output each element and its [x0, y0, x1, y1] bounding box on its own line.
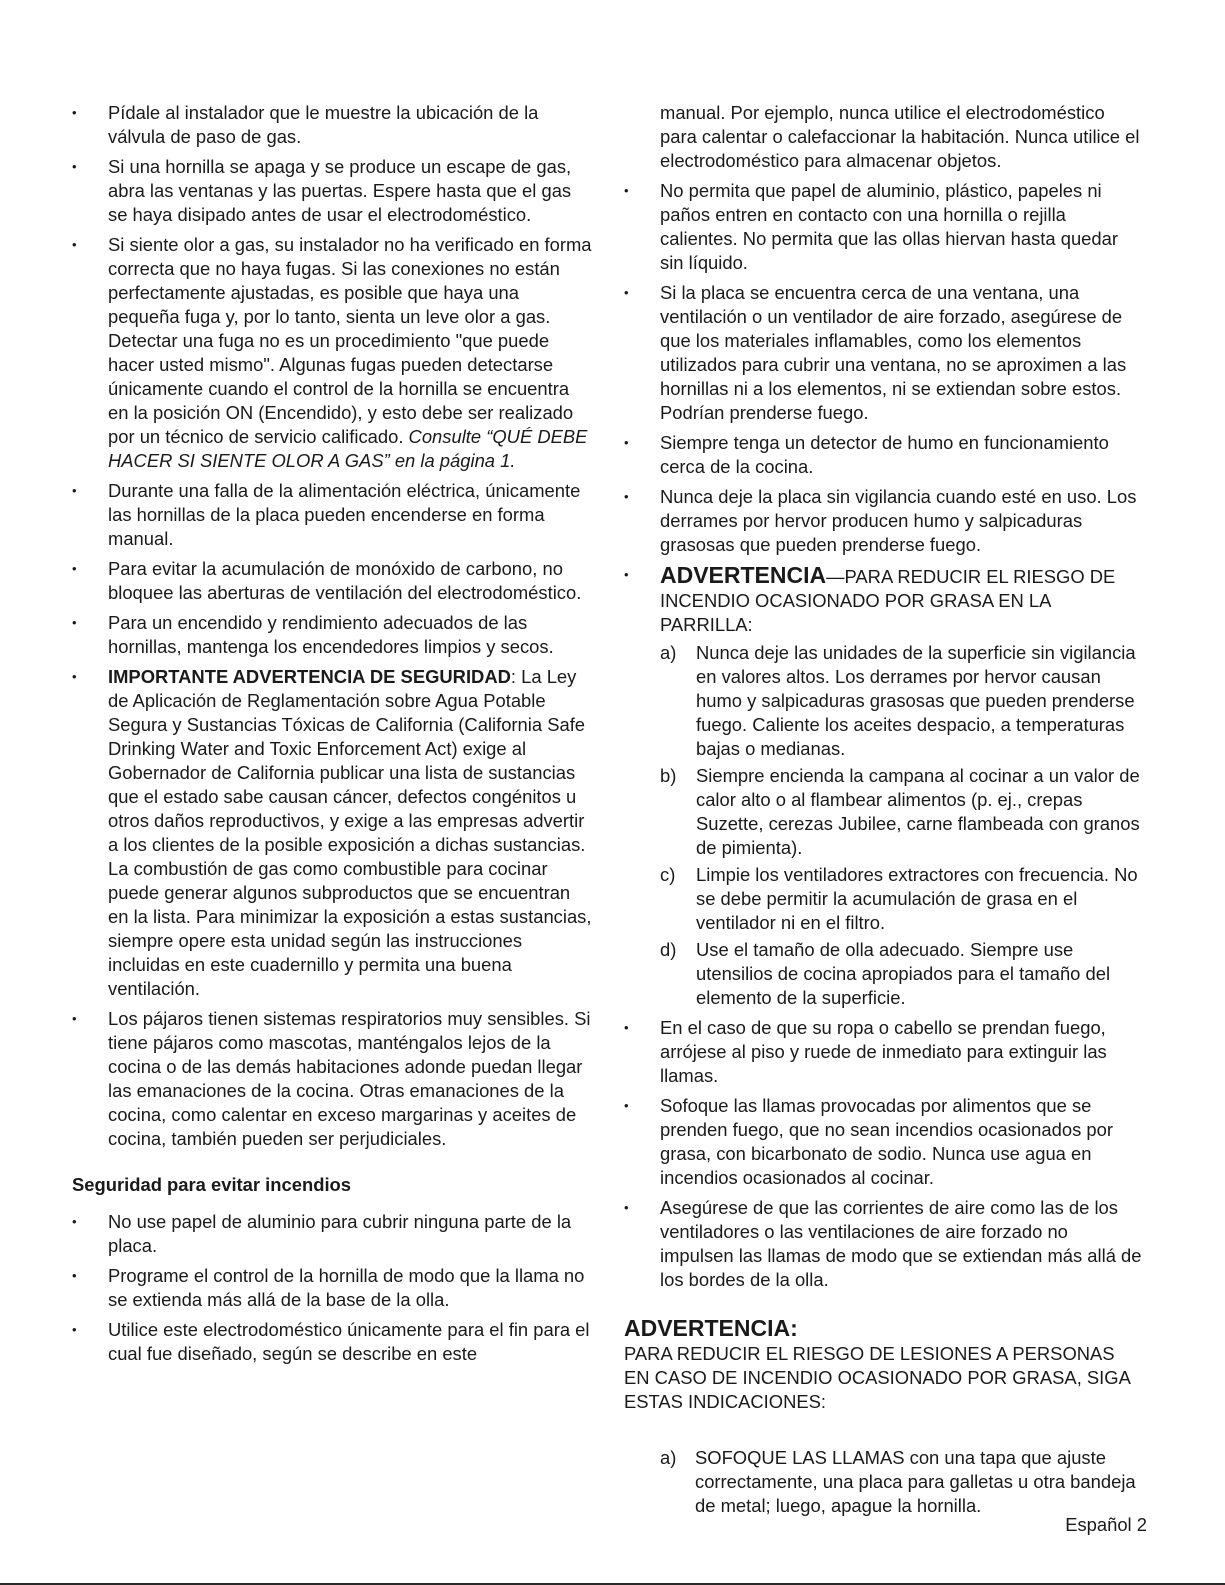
bullet-list — [624, 179, 1144, 1292]
sublist-label: a) — [660, 642, 677, 663]
list-item: • Los pájaros tienen sistemas respiratorios muy sensibles. Si tiene pájaros como mascotas, manténgalos lejos de la cocina o de las demás habitaciones adonde puedan llegar las emanaciones de la cocina. Otras emanaciones de la cocina, como calentar en exceso margarinas y aceites de cocina, también pueden ser perjudiciales. — [72, 1007, 592, 1151]
gas-smell-text: Si siente olor a gas, su instalador no ha verificado en forma correcta que no haya fugas. Si las conexiones no están perfectamente ajustadas, es posible que haya una pequeña fuga y, por lo tanto, sienta un leve olor a gas. Detectar una fuga no es un procedimiento "que puede hacer usted mismo". Algunas fugas pueden detectarse únicamente cuando el control de la hornilla se encuentra en la posición ON (Encendido), y esto debe ser realizado por un técnico de servicio calificado. — [108, 234, 592, 447]
sublist-item — [660, 863, 1144, 935]
list-item: • Siempre tenga un detector de humo en funcionamiento cerca de la cocina. — [624, 431, 1144, 479]
sublist-text: Limpie los ventiladores extractores con frecuencia. No se debe permitir la acumulación de grasa en el ventilador ni en el filtro. — [696, 864, 1138, 933]
sublist-label: d) — [660, 939, 677, 960]
continued-text: manual. Por ejemplo, nunca utilice el electrodoméstico para calentar o calefaccionar la habitación. Nunca utilice el electrodoméstico para almacenar objetos. — [660, 102, 1140, 171]
warning-sublist — [624, 1446, 1144, 1518]
sublist-label: b) — [660, 765, 677, 786]
fire-safety-list — [72, 1210, 592, 1366]
list-item: • Si una hornilla se apaga y se produce un escape de gas, abra las ventanas y las puertas. Espere hasta que el gas se haya disipado antes de usar el electrodoméstico. — [72, 155, 592, 227]
warning-sublist — [660, 641, 1144, 1010]
sublist-text: Siempre encienda la campana al cocinar a un valor de calor alto o al flambear alimentos (p. ej., crepas Suzette, cerezas Jubilee, carne flambeada con granos de pimienta). — [696, 765, 1140, 858]
list-item: • Para evitar la acumulación de monóxido de carbono, no bloquee las aberturas de ventilación del electrodoméstico. — [72, 557, 592, 605]
sublist-item — [660, 764, 1144, 860]
sublist-label: c) — [660, 864, 676, 885]
sublist-item — [624, 1446, 1144, 1518]
bullet-list — [72, 101, 592, 1151]
page-number: Español 2 — [1065, 1514, 1147, 1535]
list-item: • En el caso de que su ropa o cabello se prendan fuego, arrójese al piso y ruede de inmediato para extinguir las llamas. — [624, 1016, 1144, 1088]
important-warning-label: IMPORTANTE ADVERTENCIA DE SEGURIDAD — [108, 666, 511, 687]
gas-smell-reference: Consulte “QUÉ DEBE HACER SI SIENTE OLOR A GAS” en la página 1. — [108, 426, 588, 471]
list-item: • Sofoque las llamas provocadas por alimentos que se prenden fuego, que no sean incendios ocasionados por grasa, con bicarbonato de sodio. Nunca use agua en incendios ocasionados al cocinar. — [624, 1094, 1144, 1190]
sublist-text: SOFOQUE LAS LLAMAS con una tapa que ajuste correctamente, una placa para galletas u otra bandeja de metal; luego, apague la hornilla. — [695, 1447, 1136, 1516]
list-item: • Para un encendido y rendimiento adecuados de las hornillas, mantenga los encendedores limpios y secos. — [72, 611, 592, 659]
grease-fire-warning — [624, 563, 1144, 1010]
warning-label: ADVERTENCIA — [660, 562, 827, 588]
list-item: • No permita que papel de aluminio, plástico, papeles ni paños entren en contacto con una hornilla o rejilla calientes. No permita que las ollas hiervan hasta quedar sin líquido. — [624, 179, 1144, 275]
sublist-item — [660, 641, 1144, 761]
important-warning-text-2: La combustión de gas como combustible para cocinar puede generar algunos subproductos que se encuentran en la lista. Para minimizar la exposición a estas sustancias, siempre opere esta unidad según las instrucciones incluidas en este cuadernillo y permita una buena ventilación. — [108, 858, 592, 999]
list-item: • No use papel de aluminio para cubrir ninguna parte de la placa. — [72, 1210, 592, 1258]
warning-subtitle: PARA REDUCIR EL RIESGO DE LESIONES A PERSONAS EN CASO DE INCENDIO OCASIONADO POR GRASA, SIGA ESTAS INDICACIONES: — [624, 1343, 1130, 1412]
list-item: • Utilice este electrodoméstico únicamente para el fin para el cual fue diseñado, según se describe en este — [72, 1318, 592, 1366]
section-heading: Seguridad para evitar incendios — [72, 1174, 352, 1195]
warning-title: ADVERTENCIA: — [624, 1315, 798, 1341]
list-item: • Si la placa se encuentra cerca de una ventana, una ventilación o un ventilador de aire forzado, asegúrese de que los materiales inflamables, como los elementos utilizados para cubrir una ventana, no se aproximen a las hornillas ni a los elementos, ni se extiendan sobre estos. Podrían prenderse fuego. — [624, 281, 1144, 425]
sublist-text: Use el tamaño de olla adecuado. Siempre use utensilios de cocina apropiados para el tamaño del elemento de la superficie. — [696, 939, 1111, 1008]
list-item: • Durante una falla de la alimentación eléctrica, únicamente las hornillas de la placa pueden encenderse en forma manual. — [72, 479, 592, 551]
important-warning-text: : La Ley de Aplicación de Reglamentación sobre Agua Potable Segura y Sustancias Tóxicas de California (California Safe Drinking Water and Toxic Enforcement Act) exige al Gobernador de California publicar una lista de sustancias que el estado sabe causan cáncer, defectos congénitos u otros daños reproductivos, y exige a las empresas advertir a los clientes de la posible exposición a dichas sustancias. — [108, 666, 586, 855]
list-item — [72, 233, 592, 473]
left-column — [72, 101, 592, 1372]
sublist-label: a) — [660, 1447, 677, 1468]
list-item — [72, 665, 592, 1001]
sublist-item — [660, 938, 1144, 1010]
warning-text: —PARA REDUCIR EL RIESGO DE INCENDIO OCASIONADO POR GRASA EN LA PARRILLA: — [660, 566, 1116, 635]
list-item: • Programe el control de la hornilla de modo que la llama no se extienda más allá de la base de la olla. — [72, 1264, 592, 1312]
list-item: • Nunca deje la placa sin vigilancia cuando esté en uso. Los derrames por hervor producen humo y salpicaduras grasosas que pueden prenderse fuego. — [624, 485, 1144, 557]
list-item: • Pídale al instalador que le muestre la ubicación de la válvula de paso de gas. — [72, 101, 592, 149]
list-item: • Asegúrese de que las corrientes de aire como las de los ventiladores o las ventilaciones de aire forzado no impulsen las llamas de modo que se extiendan más allá de los bordes de la olla. — [624, 1196, 1144, 1292]
right-column — [624, 101, 1144, 1521]
sublist-text: Nunca deje las unidades de la superficie sin vigilancia en valores altos. Los derrames por hervor causan humo y salpicaduras grasosas que pueden prenderse fuego. Caliente los aceites despacio, a temperaturas bajas o medianas. — [696, 642, 1136, 759]
